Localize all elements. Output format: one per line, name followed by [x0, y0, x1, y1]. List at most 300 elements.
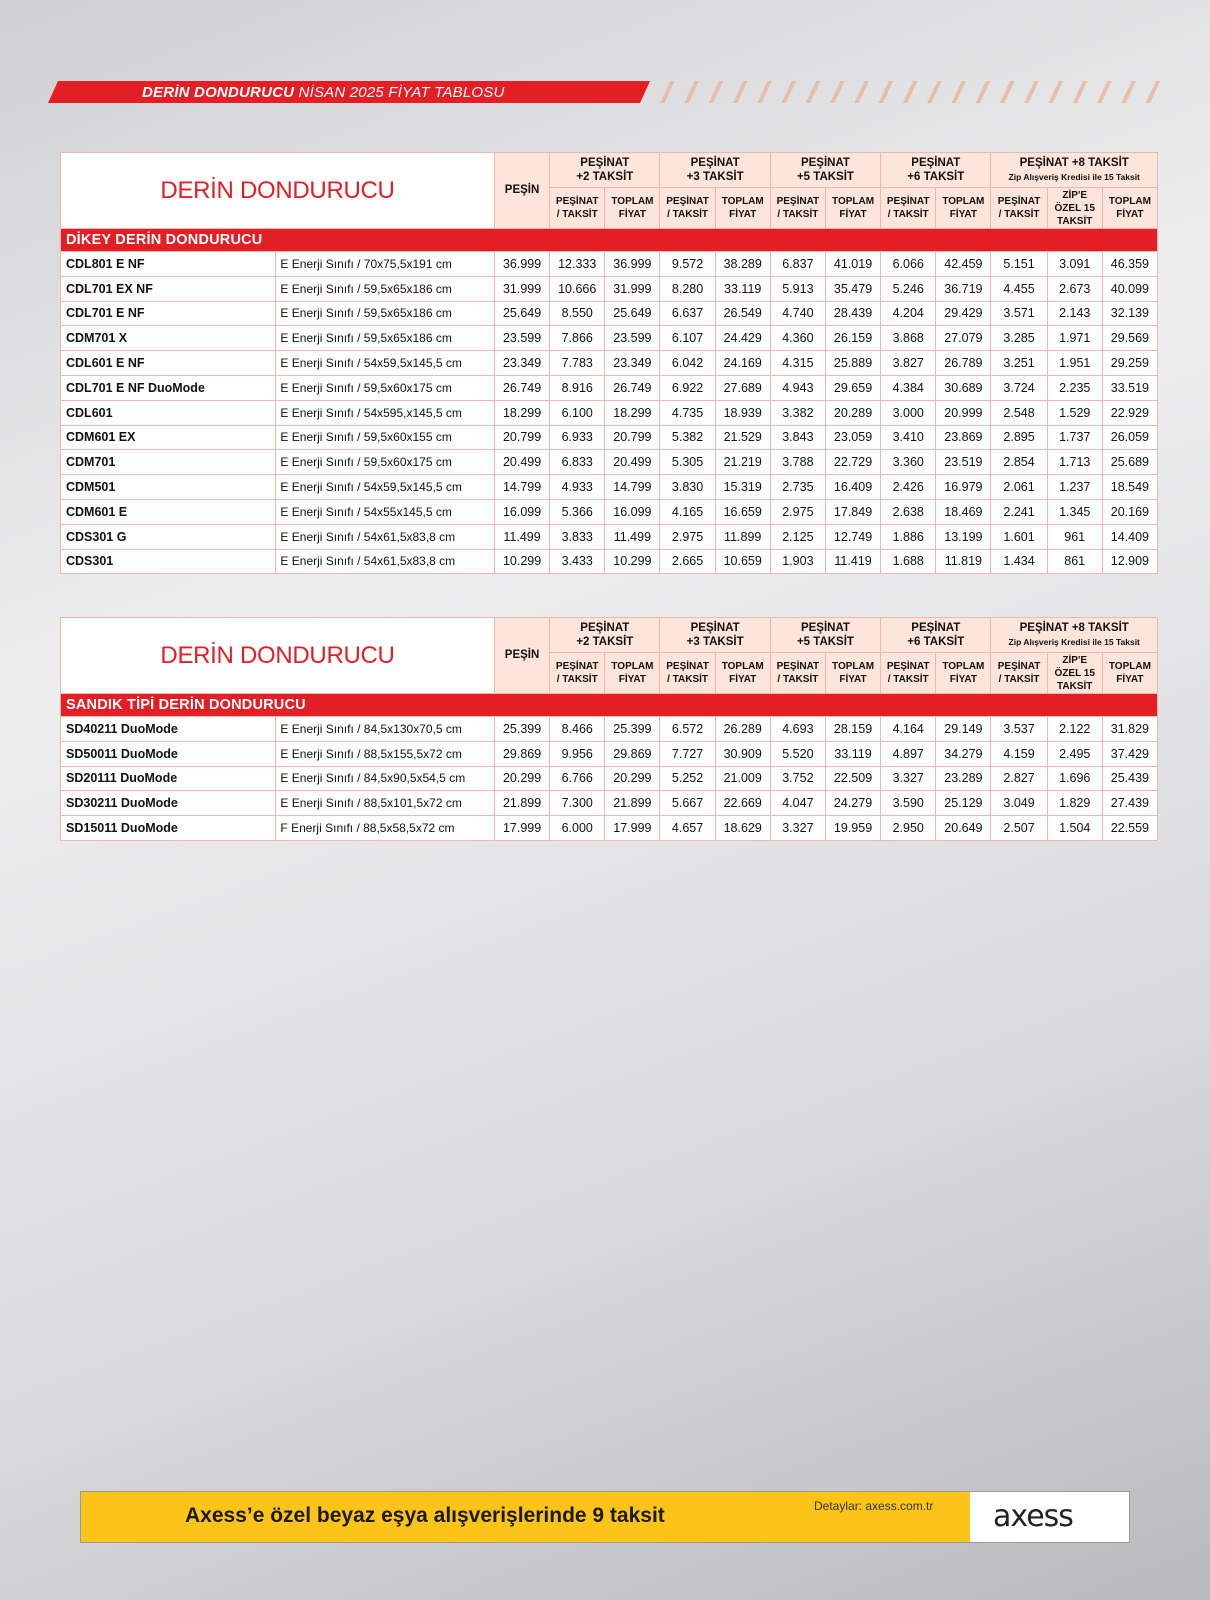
price-cell: 3.537: [991, 717, 1047, 742]
price-cell: 16.099: [605, 499, 660, 524]
price-cell: 25.399: [494, 717, 549, 742]
model-name: CDM601 EX: [61, 425, 276, 450]
price-cell: 26.749: [494, 375, 549, 400]
price-cell: 21.529: [715, 425, 770, 450]
price-cell: 961: [1047, 524, 1102, 549]
price-cell: 8.550: [550, 301, 605, 326]
price-cell: 38.289: [715, 252, 770, 277]
price-cell: 3.868: [881, 326, 936, 351]
price-cell: 18.299: [494, 400, 549, 425]
price-cell: 30.689: [936, 375, 991, 400]
price-cell: 7.866: [550, 326, 605, 351]
model-spec: E Enerji Sınıfı / 59,5x65x186 cm: [276, 276, 495, 301]
price-cell: 20.299: [494, 766, 549, 791]
price-cell: 23.349: [605, 351, 660, 376]
price-cell: 22.929: [1102, 400, 1157, 425]
model-name: SD40211 DuoMode: [61, 717, 276, 742]
price-cell: 1.737: [1047, 425, 1102, 450]
table-row: [61, 276, 1158, 301]
footer-detail-link[interactable]: Detaylar: axess.com.tr: [814, 1499, 934, 1513]
table-row: [61, 741, 1158, 766]
price-cell: 18.939: [715, 400, 770, 425]
price-cell: 14.409: [1102, 524, 1157, 549]
price-cell: 2.854: [991, 450, 1047, 475]
price-cell: 2.143: [1047, 301, 1102, 326]
price-cell: 1.601: [991, 524, 1047, 549]
col-group-last-note: Zip Alışveriş Kredisi ile 15 Taksit: [1008, 172, 1140, 182]
model-spec: E Enerji Sınıfı / 59,5x60x175 cm: [276, 375, 495, 400]
price-cell: 1.345: [1047, 499, 1102, 524]
col-pesinat-taksit: PEŞİNAT / TAKSİT: [770, 653, 825, 694]
price-cell: 3.827: [881, 351, 936, 376]
model-spec: E Enerji Sınıfı / 88,5x101,5x72 cm: [276, 791, 495, 816]
price-cell: 17.999: [605, 816, 660, 841]
table-row: [61, 475, 1158, 500]
price-cell: 30.909: [715, 741, 770, 766]
price-cell: 7.783: [550, 351, 605, 376]
price-cell: 33.119: [825, 741, 880, 766]
price-cell: 1.886: [881, 524, 936, 549]
table-row: [61, 791, 1158, 816]
col-toplam-fiyat: TOPLAM FİYAT: [825, 653, 880, 694]
col-pesinat-taksit: PEŞİNAT / TAKSİT: [991, 188, 1047, 229]
price-cell: 1.971: [1047, 326, 1102, 351]
col-group-3: PEŞİNAT +5 TAKSİT: [770, 618, 880, 653]
price-cell: 6.922: [660, 375, 715, 400]
price-cell: 3.590: [881, 791, 936, 816]
header-row-groups: [61, 618, 1158, 653]
price-cell: 3.327: [770, 816, 825, 841]
col-toplam-fiyat: TOPLAM FİYAT: [936, 188, 991, 229]
price-cell: 12.333: [550, 252, 605, 277]
price-cell: 2.975: [660, 524, 715, 549]
price-cell: 2.673: [1047, 276, 1102, 301]
price-cell: 5.252: [660, 766, 715, 791]
price-cell: 4.165: [660, 499, 715, 524]
col-pesinat-taksit: PEŞİNAT / TAKSİT: [770, 188, 825, 229]
price-cell: 4.159: [991, 741, 1047, 766]
price-cell: 1.696: [1047, 766, 1102, 791]
price-cell: 2.507: [991, 816, 1047, 841]
price-cell: 18.299: [605, 400, 660, 425]
footer-ad: [80, 1491, 1130, 1543]
col-pesinat-taksit: PEŞİNAT / TAKSİT: [991, 653, 1047, 694]
table-title: DERİN DONDURUCU: [61, 153, 495, 229]
table-row: [61, 450, 1158, 475]
price-cell: 861: [1047, 549, 1102, 574]
price-cell: 5.520: [770, 741, 825, 766]
price-cell: 1.237: [1047, 475, 1102, 500]
price-cell: 10.659: [715, 549, 770, 574]
table-row: [61, 717, 1158, 742]
price-cell: 25.439: [1102, 766, 1157, 791]
col-toplam-fiyat: TOPLAM FİYAT: [936, 653, 991, 694]
price-cell: 20.799: [605, 425, 660, 450]
price-cell: 24.169: [715, 351, 770, 376]
model-spec: E Enerji Sınıfı / 84,5x130x70,5 cm: [276, 717, 495, 742]
price-cell: 14.799: [605, 475, 660, 500]
col-pesin: PEŞİN: [494, 618, 549, 694]
price-cell: 3.830: [660, 475, 715, 500]
price-cell: 4.657: [660, 816, 715, 841]
table-row: [61, 252, 1158, 277]
col-pesinat-taksit: PEŞİNAT / TAKSİT: [660, 188, 715, 229]
price-cell: 28.159: [825, 717, 880, 742]
price-cell: 4.384: [881, 375, 936, 400]
price-cell: 22.669: [715, 791, 770, 816]
price-table-sandik: [60, 617, 1158, 841]
price-cell: 23.349: [494, 351, 549, 376]
col-zip-ozel: ZİP'E ÖZEL 15 TAKSİT: [1047, 653, 1102, 694]
price-cell: 19.959: [825, 816, 880, 841]
header-title-rest: NİSAN 2025 FİYAT TABLOSU: [294, 84, 505, 101]
price-cell: 25.689: [1102, 450, 1157, 475]
price-cell: 29.259: [1102, 351, 1157, 376]
model-name: CDL701 EX NF: [61, 276, 276, 301]
table-row: [61, 524, 1158, 549]
price-cell: 6.000: [550, 816, 605, 841]
price-cell: 10.299: [494, 549, 549, 574]
price-cell: 27.689: [715, 375, 770, 400]
price-cell: 2.895: [991, 425, 1047, 450]
price-cell: 3.410: [881, 425, 936, 450]
price-cell: 3.360: [881, 450, 936, 475]
price-cell: 4.933: [550, 475, 605, 500]
col-group-4: PEŞİNAT +6 TAKSİT: [881, 618, 991, 653]
price-cell: 26.789: [936, 351, 991, 376]
price-cell: 31.829: [1102, 717, 1157, 742]
price-cell: 8.280: [660, 276, 715, 301]
section-title: DİKEY DERİN DONDURUCU: [61, 229, 1158, 252]
model-name: SD20111 DuoMode: [61, 766, 276, 791]
price-cell: 31.999: [605, 276, 660, 301]
price-cell: 23.289: [936, 766, 991, 791]
price-cell: 32.139: [1102, 301, 1157, 326]
price-cell: 1.903: [770, 549, 825, 574]
price-cell: 2.495: [1047, 741, 1102, 766]
table-row: [61, 766, 1158, 791]
price-cell: 21.899: [605, 791, 660, 816]
price-cell: 4.455: [991, 276, 1047, 301]
price-cell: 6.042: [660, 351, 715, 376]
price-cell: 1.434: [991, 549, 1047, 574]
price-cell: 4.164: [881, 717, 936, 742]
price-cell: 18.469: [936, 499, 991, 524]
col-pesinat-taksit: PEŞİNAT / TAKSİT: [660, 653, 715, 694]
price-cell: 15.319: [715, 475, 770, 500]
price-cell: 21.219: [715, 450, 770, 475]
price-cell: 3.571: [991, 301, 1047, 326]
price-cell: 5.305: [660, 450, 715, 475]
price-cell: 14.799: [494, 475, 549, 500]
price-cell: 23.519: [936, 450, 991, 475]
col-toplam-fiyat: TOPLAM FİYAT: [605, 653, 660, 694]
price-cell: 20.169: [1102, 499, 1157, 524]
price-cell: 4.740: [770, 301, 825, 326]
price-cell: 24.429: [715, 326, 770, 351]
col-group-4: PEŞİNAT +6 TAKSİT: [881, 153, 991, 188]
model-spec: E Enerji Sınıfı / 84,5x90,5x54,5 cm: [276, 766, 495, 791]
col-toplam-fiyat: TOPLAM FİYAT: [1102, 188, 1157, 229]
price-cell: 5.246: [881, 276, 936, 301]
price-cell: 17.999: [494, 816, 549, 841]
price-cell: 25.399: [605, 717, 660, 742]
price-cell: 4.897: [881, 741, 936, 766]
price-table-dikey: [60, 152, 1158, 574]
model-spec: F Enerji Sınıfı / 88,5x58,5x72 cm: [276, 816, 495, 841]
model-spec: E Enerji Sınıfı / 54x59,5x145,5 cm: [276, 475, 495, 500]
col-group-last-title: PEŞİNAT +8 TAKSİT: [1019, 622, 1129, 634]
col-toplam-fiyat: TOPLAM FİYAT: [715, 188, 770, 229]
col-pesinat-taksit: PEŞİNAT / TAKSİT: [550, 188, 605, 229]
model-spec: E Enerji Sınıfı / 54x55x145,5 cm: [276, 499, 495, 524]
price-cell: 34.279: [936, 741, 991, 766]
price-cell: 2.950: [881, 816, 936, 841]
price-cell: 28.439: [825, 301, 880, 326]
price-cell: 4.735: [660, 400, 715, 425]
col-toplam-fiyat: TOPLAM FİYAT: [825, 188, 880, 229]
col-pesin: PEŞİN: [494, 153, 549, 229]
price-cell: 20.999: [936, 400, 991, 425]
price-cell: 36.999: [494, 252, 549, 277]
price-cell: 16.659: [715, 499, 770, 524]
price-cell: 18.629: [715, 816, 770, 841]
table-row: [61, 351, 1158, 376]
price-cell: 35.479: [825, 276, 880, 301]
col-group-2: PEŞİNAT +3 TAKSİT: [660, 153, 770, 188]
price-cell: 6.637: [660, 301, 715, 326]
price-cell: 4.315: [770, 351, 825, 376]
col-group-last-title: PEŞİNAT +8 TAKSİT: [1019, 157, 1129, 169]
price-cell: 36.719: [936, 276, 991, 301]
price-cell: 23.869: [936, 425, 991, 450]
table-row: [61, 499, 1158, 524]
price-cell: 3.433: [550, 549, 605, 574]
col-toplam-fiyat: TOPLAM FİYAT: [1102, 653, 1157, 694]
price-cell: 31.999: [494, 276, 549, 301]
model-spec: E Enerji Sınıfı / 54x59,5x145,5 cm: [276, 351, 495, 376]
price-cell: 22.729: [825, 450, 880, 475]
price-cell: 1.504: [1047, 816, 1102, 841]
price-cell: 6.833: [550, 450, 605, 475]
price-cell: 6.933: [550, 425, 605, 450]
model-spec: E Enerji Sınıfı / 59,5x65x186 cm: [276, 326, 495, 351]
price-cell: 10.666: [550, 276, 605, 301]
price-cell: 29.569: [1102, 326, 1157, 351]
price-cell: 11.899: [715, 524, 770, 549]
table-row: [61, 301, 1158, 326]
section-row: [61, 229, 1158, 252]
price-cell: 4.360: [770, 326, 825, 351]
price-cell: 17.849: [825, 499, 880, 524]
price-cell: 3.752: [770, 766, 825, 791]
price-cell: 3.843: [770, 425, 825, 450]
price-cell: 5.382: [660, 425, 715, 450]
price-cell: 6.572: [660, 717, 715, 742]
price-cell: 20.649: [936, 816, 991, 841]
price-cell: 25.649: [605, 301, 660, 326]
price-cell: 29.869: [605, 741, 660, 766]
price-cell: 2.122: [1047, 717, 1102, 742]
col-group-3: PEŞİNAT +5 TAKSİT: [770, 153, 880, 188]
price-cell: 7.300: [550, 791, 605, 816]
price-cell: 7.727: [660, 741, 715, 766]
price-cell: 46.359: [1102, 252, 1157, 277]
price-cell: 2.735: [770, 475, 825, 500]
header-stripes: [656, 81, 1166, 103]
price-cell: 25.889: [825, 351, 880, 376]
col-pesinat-taksit: PEŞİNAT / TAKSİT: [881, 653, 936, 694]
header-title: [142, 84, 505, 101]
price-cell: 1.529: [1047, 400, 1102, 425]
table-title: DERİN DONDURUCU: [61, 618, 495, 694]
price-cell: 8.466: [550, 717, 605, 742]
price-cell: 3.251: [991, 351, 1047, 376]
price-cell: 26.289: [715, 717, 770, 742]
price-cell: 29.659: [825, 375, 880, 400]
price-cell: 3.327: [881, 766, 936, 791]
price-cell: 22.559: [1102, 816, 1157, 841]
col-group-last-note: Zip Alışveriş Kredisi ile 15 Taksit: [1008, 637, 1140, 647]
model-name: CDS301: [61, 549, 276, 574]
price-cell: 16.099: [494, 499, 549, 524]
price-cell: 20.499: [605, 450, 660, 475]
price-cell: 6.837: [770, 252, 825, 277]
price-cell: 21.899: [494, 791, 549, 816]
price-cell: 11.499: [605, 524, 660, 549]
price-cell: 2.975: [770, 499, 825, 524]
model-name: SD50011 DuoMode: [61, 741, 276, 766]
model-name: CDS301 G: [61, 524, 276, 549]
price-cell: 26.059: [1102, 425, 1157, 450]
header-row-groups: [61, 153, 1158, 188]
price-cell: 26.549: [715, 301, 770, 326]
price-cell: 3.788: [770, 450, 825, 475]
model-name: CDM601 E: [61, 499, 276, 524]
price-cell: 3.285: [991, 326, 1047, 351]
price-cell: 12.909: [1102, 549, 1157, 574]
price-cell: 16.979: [936, 475, 991, 500]
section-row: [61, 694, 1158, 717]
table-row: [61, 375, 1158, 400]
price-cell: 27.439: [1102, 791, 1157, 816]
col-group-last: [991, 153, 1158, 188]
price-cell: 26.159: [825, 326, 880, 351]
price-cell: 3.091: [1047, 252, 1102, 277]
price-cell: 8.916: [550, 375, 605, 400]
price-cell: 29.869: [494, 741, 549, 766]
price-cell: 13.199: [936, 524, 991, 549]
price-cell: 42.459: [936, 252, 991, 277]
col-group-last: [991, 618, 1158, 653]
price-cell: 4.047: [770, 791, 825, 816]
model-name: SD15011 DuoMode: [61, 816, 276, 841]
price-cell: 3.382: [770, 400, 825, 425]
price-cell: 2.235: [1047, 375, 1102, 400]
price-cell: 18.549: [1102, 475, 1157, 500]
price-cell: 11.419: [825, 549, 880, 574]
model-name: CDL701 E NF DuoMode: [61, 375, 276, 400]
model-spec: E Enerji Sınıfı / 88,5x155,5x72 cm: [276, 741, 495, 766]
price-cell: 2.061: [991, 475, 1047, 500]
table-row: [61, 326, 1158, 351]
table-row: [61, 816, 1158, 841]
price-cell: 11.819: [936, 549, 991, 574]
price-cell: 5.151: [991, 252, 1047, 277]
price-cell: 9.956: [550, 741, 605, 766]
model-spec: E Enerji Sınıfı / 54x595,x145,5 cm: [276, 400, 495, 425]
price-cell: 1.688: [881, 549, 936, 574]
price-cell: 41.019: [825, 252, 880, 277]
col-group-2: PEŞİNAT +3 TAKSİT: [660, 618, 770, 653]
table-row: [61, 400, 1158, 425]
col-zip-ozel: ZİP'E ÖZEL 15 TAKSİT: [1047, 188, 1102, 229]
price-cell: 12.749: [825, 524, 880, 549]
price-cell: 11.499: [494, 524, 549, 549]
price-cell: 1.951: [1047, 351, 1102, 376]
price-cell: 9.572: [660, 252, 715, 277]
price-cell: 4.943: [770, 375, 825, 400]
price-cell: 37.429: [1102, 741, 1157, 766]
model-name: CDM501: [61, 475, 276, 500]
price-cell: 16.409: [825, 475, 880, 500]
price-cell: 3.833: [550, 524, 605, 549]
price-cell: 6.766: [550, 766, 605, 791]
price-cell: 22.509: [825, 766, 880, 791]
model-spec: E Enerji Sınıfı / 70x75,5x191 cm: [276, 252, 495, 277]
col-group-1: PEŞİNAT +2 TAKSİT: [550, 618, 660, 653]
price-cell: 4.204: [881, 301, 936, 326]
price-cell: 23.599: [605, 326, 660, 351]
price-cell: 2.426: [881, 475, 936, 500]
price-cell: 5.366: [550, 499, 605, 524]
model-name: CDL801 E NF: [61, 252, 276, 277]
price-cell: 23.059: [825, 425, 880, 450]
price-cell: 10.299: [605, 549, 660, 574]
model-spec: E Enerji Sınıfı / 54x61,5x83,8 cm: [276, 549, 495, 574]
price-cell: 5.913: [770, 276, 825, 301]
price-cell: 20.799: [494, 425, 549, 450]
price-cell: 26.749: [605, 375, 660, 400]
model-spec: E Enerji Sınıfı / 54x61,5x83,8 cm: [276, 524, 495, 549]
model-name: CDM701: [61, 450, 276, 475]
price-cell: 33.119: [715, 276, 770, 301]
price-cell: 27.079: [936, 326, 991, 351]
price-cell: 3.724: [991, 375, 1047, 400]
model-name: CDL601 E NF: [61, 351, 276, 376]
price-cell: 6.100: [550, 400, 605, 425]
section-title: SANDIK TİPİ DERİN DONDURUCU: [61, 694, 1158, 717]
table-row: [61, 549, 1158, 574]
price-cell: 2.241: [991, 499, 1047, 524]
price-cell: 2.638: [881, 499, 936, 524]
price-cell: 29.149: [936, 717, 991, 742]
price-cell: 2.548: [991, 400, 1047, 425]
col-pesinat-taksit: PEŞİNAT / TAKSİT: [881, 188, 936, 229]
price-cell: 2.665: [660, 549, 715, 574]
col-toplam-fiyat: TOPLAM FİYAT: [715, 653, 770, 694]
price-cell: 6.066: [881, 252, 936, 277]
price-cell: 25.129: [936, 791, 991, 816]
price-cell: 24.279: [825, 791, 880, 816]
price-cell: 21.009: [715, 766, 770, 791]
price-cell: 29.429: [936, 301, 991, 326]
model-name: CDM701 X: [61, 326, 276, 351]
price-cell: 3.049: [991, 791, 1047, 816]
col-group-1: PEŞİNAT +2 TAKSİT: [550, 153, 660, 188]
model-spec: E Enerji Sınıfı / 59,5x65x186 cm: [276, 301, 495, 326]
col-toplam-fiyat: TOPLAM FİYAT: [605, 188, 660, 229]
